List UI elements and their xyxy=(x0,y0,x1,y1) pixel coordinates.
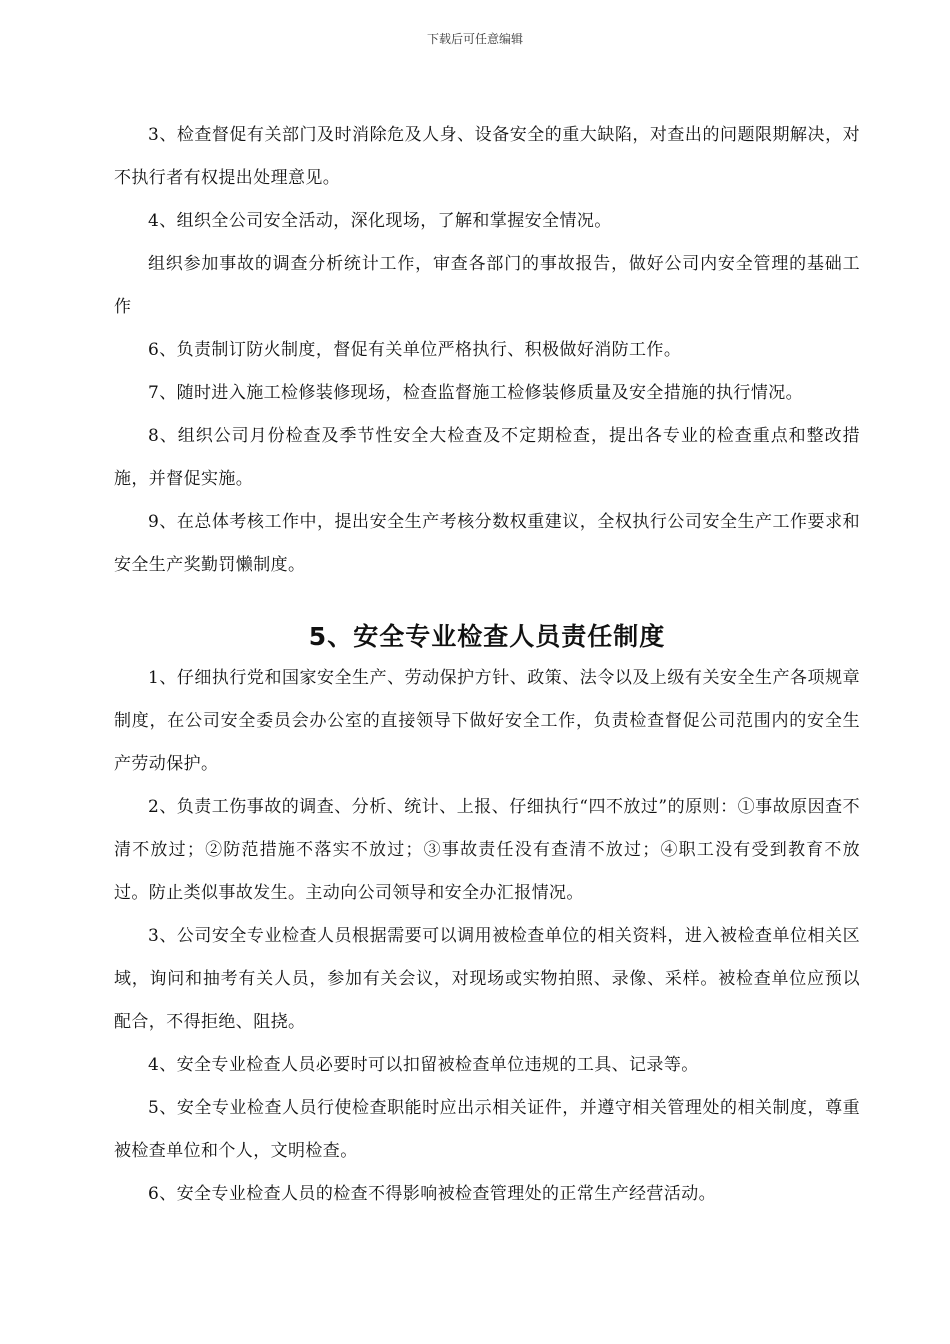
document-body xyxy=(114,114,860,1216)
paragraph-a-8: 8、组织公司月份检查及季节性安全大检查及不定期检查，提出各专业的检查重点和整改措施，并督促实施。 xyxy=(114,426,860,489)
paragraph-b-6: 6、安全专业检查人员的检查不得影响被检查管理处的正常生产经营活动。 xyxy=(148,1184,717,1204)
paragraph-b-4: 4、安全专业检查人员必要时可以扣留被检查单位违规的工具、记录等。 xyxy=(148,1055,699,1075)
paragraph-b-3: 3、公司安全专业检查人员根据需要可以调用被检查单位的相关资料，进入被检查单位相关区域，询问和抽考有关人员，参加有关会议，对现场或实物拍照、录像、采样。被检查单位应预以配合，不得拒绝、阻挠。 xyxy=(114,926,860,1032)
paragraph-a-6: 6、负责制订防火制度，督促有关单位严格执行、积极做好消防工作。 xyxy=(148,340,682,360)
paragraph-a-9: 9、在总体考核工作中，提出安全生产考核分数权重建议，全权执行公司安全生产工作要求和安全生产奖勤罚懒制度。 xyxy=(114,512,860,575)
paragraph-b-1: 1、仔细执行党和国家安全生产、劳动保护方针、政策、法令以及上级有关安全生产各项规章制度，在公司安全委员会办公室的直接领导下做好安全工作，负责检查督促公司范围内的安全生产劳动保护。 xyxy=(114,668,860,774)
paragraph-a-5: 组织参加事故的调查分析统计工作，审查各部门的事故报告，做好公司内安全管理的基础工作 xyxy=(114,254,860,317)
section-title: 5、安全专业检查人员责任制度 xyxy=(308,622,666,651)
page-header: 下载后可任意编辑 xyxy=(426,32,523,46)
paragraph-b-5: 5、安全专业检查人员行使检查职能时应出示相关证件，并遵守相关管理处的相关制度，尊重被检查单位和个人，文明检查。 xyxy=(114,1098,860,1161)
paragraph-a-3: 3、检查督促有关部门及时消除危及人身、设备安全的重大缺陷，对查出的问题限期解决，对不执行者有权提出处理意见。 xyxy=(114,125,860,188)
paragraph-a-4: 4、组织全公司安全活动，深化现场，了解和掌握安全情况。 xyxy=(148,211,612,231)
paragraph-a-7: 7、随时进入施工检修装修现场，检查监督施工检修装修质量及安全措施的执行情况。 xyxy=(148,383,804,403)
paragraph-b-2: 2、负责工伤事故的调查、分析、统计、上报、仔细执行“四不放过”的原则：①事故原因查不清不放过；②防范措施不落实不放过；③事故责任没有查清不放过；④职工没有受到教育不放过。防止类似事故发生。主动向公司领导和安全办汇报情况。 xyxy=(114,797,860,903)
